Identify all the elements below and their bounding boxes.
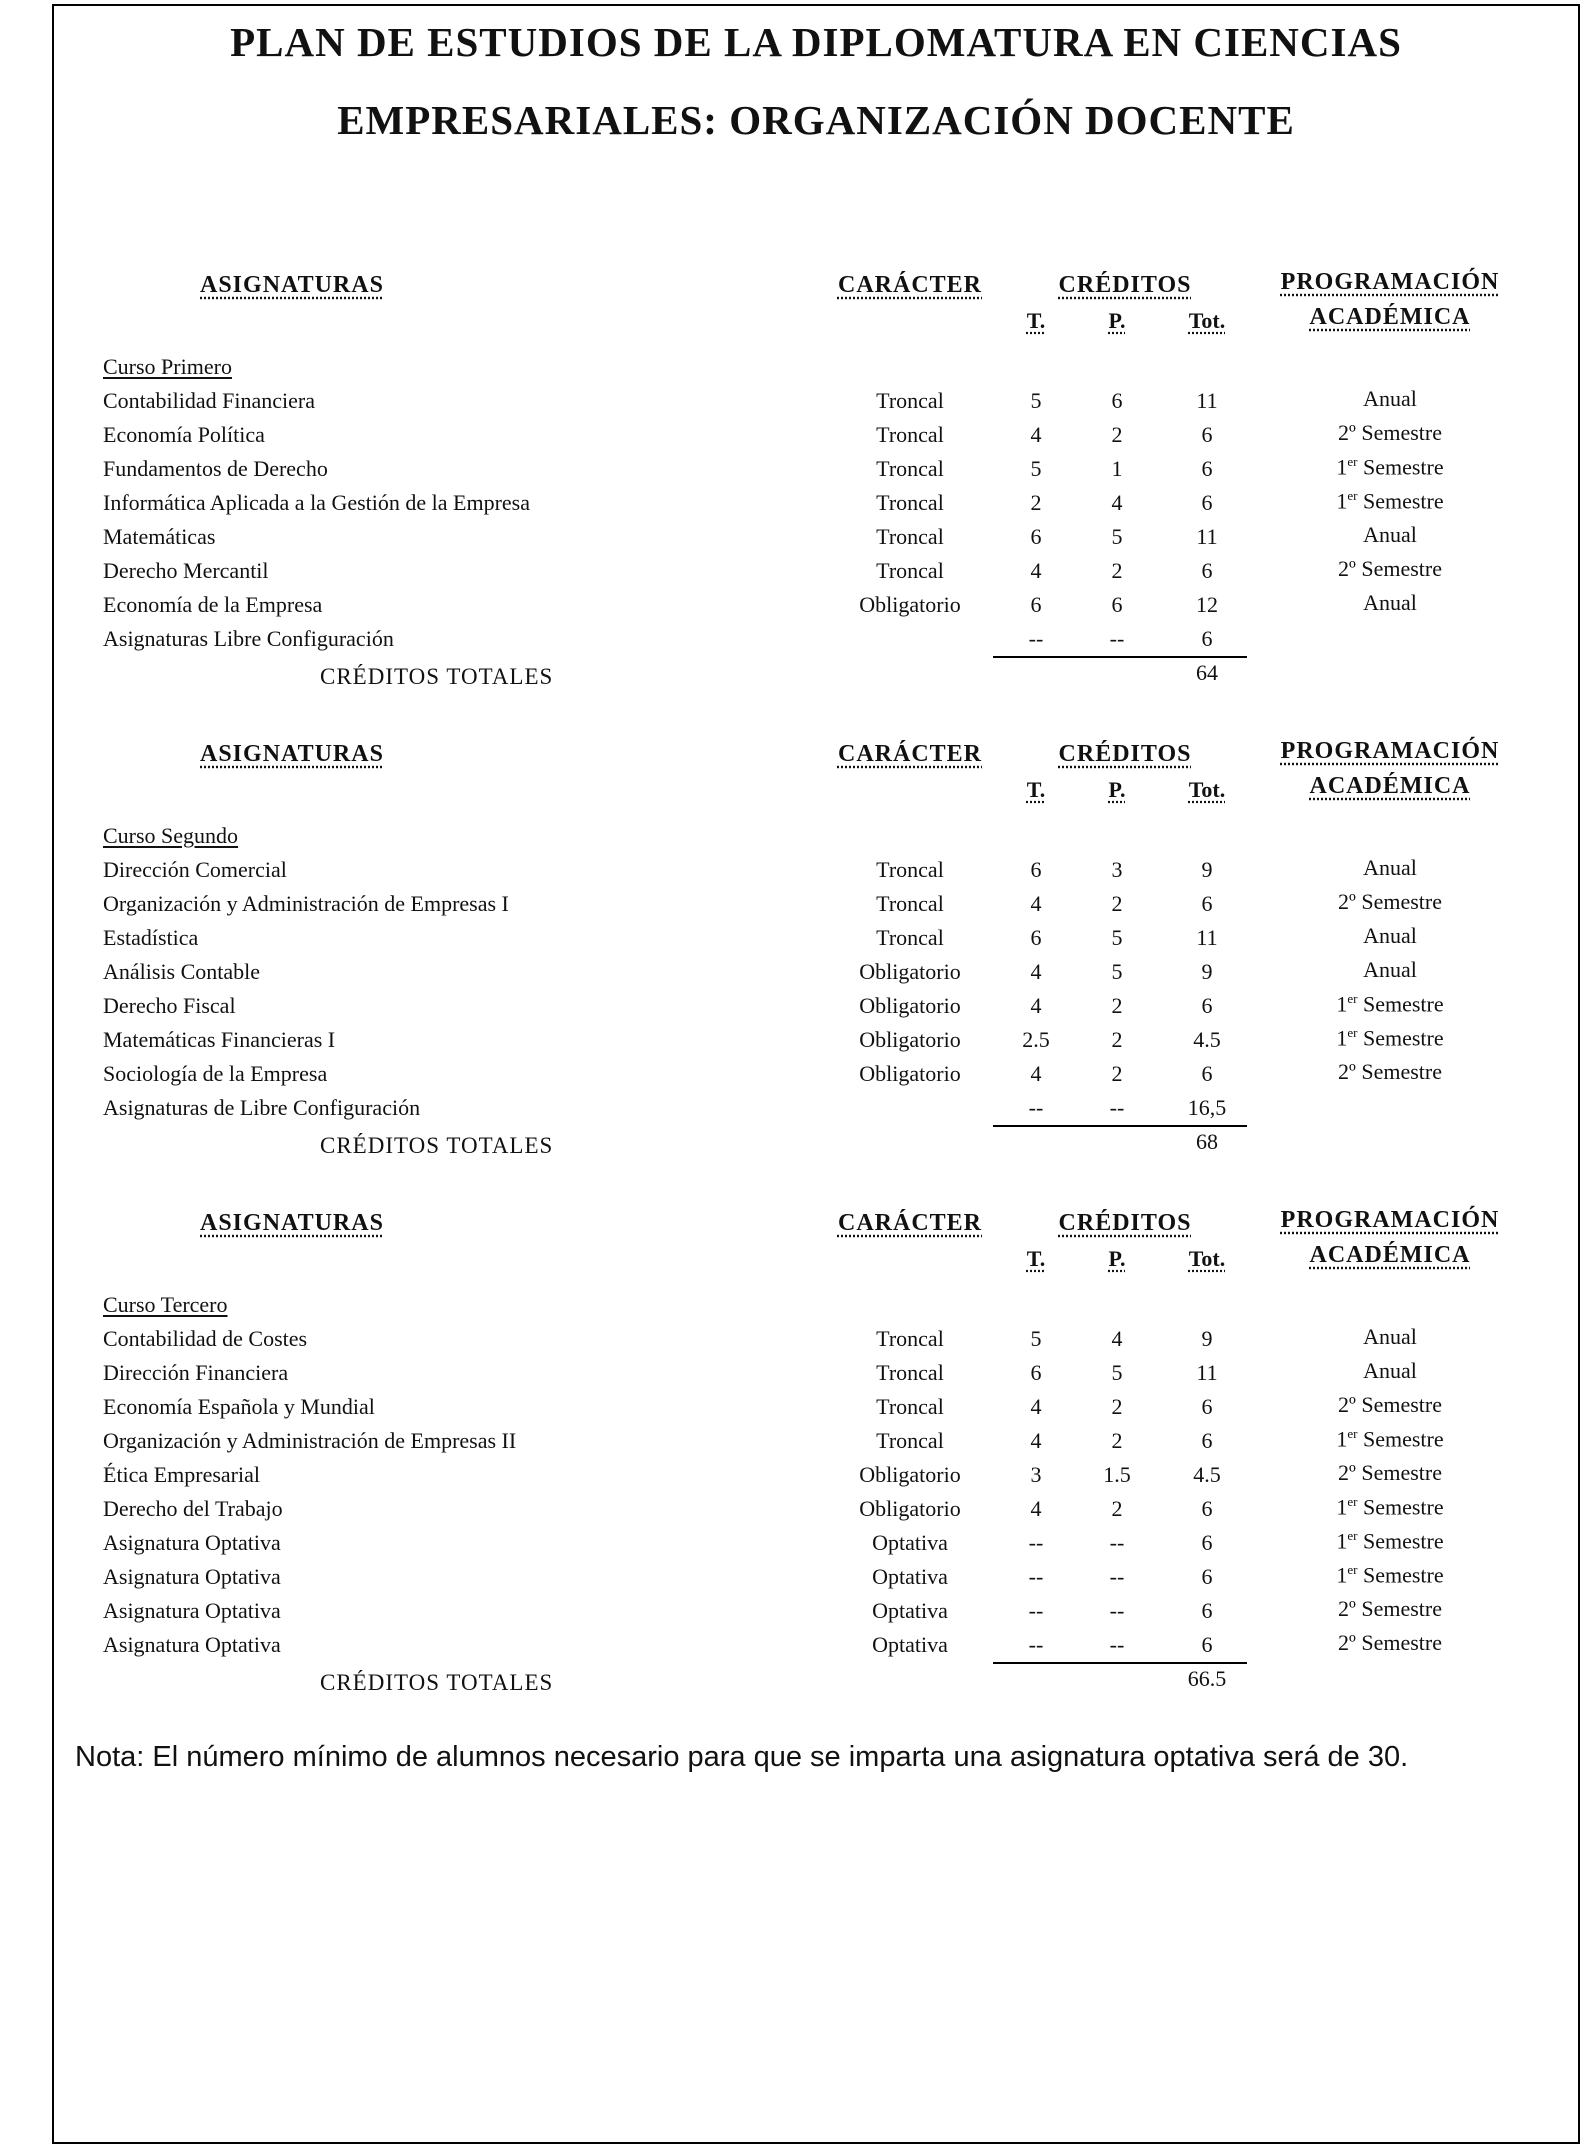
credits-tot: 6 [1201,626,1213,651]
credits-t: 4 [1030,891,1042,916]
schedule-text: Anual [1363,855,1417,880]
subject-caracter: Obligatorio [859,1061,961,1086]
total-credits: 66.5 [1187,1666,1227,1691]
credits-t: 5 [1030,1326,1042,1351]
credits-p: -- [1109,626,1125,651]
subject-caracter: Obligatorio [859,993,961,1018]
subject-name: Organización y Administración de Empresas II [103,1428,517,1453]
schedule-text: 1 [1336,1494,1348,1520]
credits-t: 6 [1030,592,1042,617]
credits-tot: 9 [1201,857,1213,882]
credits-tot: 11 [1196,1360,1218,1385]
curso-label: Curso Segundo [103,823,239,848]
subject-name: Organización y Administración de Empresas I [103,891,509,916]
subject-caracter: Obligatorio [859,592,961,617]
schedule-text: Anual [1363,522,1417,547]
credits-p: -- [1109,1632,1125,1657]
academic-schedule [1265,1324,1515,1350]
credits-t: 4 [1030,422,1042,447]
header-asignaturas: ASIGNATURAS [200,1210,384,1236]
credits-p: 5 [1111,524,1123,549]
schedule-text: 1 [1336,1528,1348,1554]
subject-name: Contabilidad Financiera [103,388,315,413]
credits-tot: 11 [1196,925,1218,950]
schedule-text: 1 [1336,454,1348,480]
subject-name: Derecho Fiscal [103,993,236,1018]
schedule-text: Anual [1363,1358,1417,1383]
academic-schedule [1265,1059,1515,1085]
academic-schedule [1265,991,1515,1017]
credits-p: 5 [1111,925,1123,950]
ordinal-suffix: er [1347,991,1358,1006]
schedule-text-rest: Semestre [1357,991,1444,1017]
subject-name: Asignatura Optativa [103,1564,281,1589]
ordinal-suffix: er [1347,1025,1358,1040]
ordinal-suffix: er [1347,1426,1358,1441]
credits-t: -- [1028,626,1044,651]
total-rule [993,1125,1247,1127]
credits-p: 5 [1111,959,1123,984]
academic-schedule [1265,923,1515,949]
header-tot: Tot. [1188,1246,1226,1271]
subject-name: Análisis Contable [103,959,261,984]
credits-p: 3 [1111,857,1123,882]
header-asignaturas: ASIGNATURAS [200,272,384,298]
header-tot: Tot. [1188,777,1226,802]
ordinal-suffix: er [1347,1528,1358,1543]
subject-name: Matemáticas [103,524,216,549]
credits-p: 2 [1111,1061,1123,1086]
curso-label: Curso Primero [103,354,232,379]
academic-schedule [1265,386,1515,412]
subject-name: Derecho Mercantil [103,558,269,583]
subject-name: Asignatura Optativa [103,1632,281,1657]
header-creditos: CRÉDITOS [1058,741,1192,767]
academic-schedule [1265,957,1515,983]
credits-t: 2.5 [1022,1027,1050,1052]
credits-p: 1 [1111,456,1123,481]
schedule-text: 2º Semestre [1338,1630,1442,1655]
credits-t: 4 [1030,959,1042,984]
academic-schedule [1265,1562,1515,1588]
total-label: CRÉDITOS TOTALES [320,1670,554,1695]
subject-name: Economía Española y Mundial [103,1394,375,1419]
header-programacion: PROGRAMACIÓN [1280,1207,1500,1233]
credits-t: -- [1028,1632,1044,1657]
academic-schedule [1265,522,1515,548]
credits-p: 4 [1111,490,1123,515]
header-t: T. [1026,777,1046,802]
schedule-text: Anual [1363,923,1417,948]
academic-schedule [1265,1596,1515,1622]
subject-caracter: Troncal [876,1428,944,1453]
subject-caracter: Optativa [872,1632,948,1657]
subject-caracter: Troncal [876,422,944,447]
credits-t: 4 [1030,1428,1042,1453]
subject-caracter: Troncal [876,388,944,413]
credits-tot: 6 [1201,1632,1213,1657]
credits-tot: 6 [1201,1428,1213,1453]
credits-tot: 6 [1201,1564,1213,1589]
header-creditos: CRÉDITOS [1058,1210,1192,1236]
ordinal-suffix: er [1347,1562,1358,1577]
subject-caracter: Troncal [876,1326,944,1351]
schedule-text: 1 [1336,1025,1348,1051]
schedule-text: 2º Semestre [1338,1460,1442,1485]
credits-t: 6 [1030,925,1042,950]
schedule-text-rest: Semestre [1357,454,1444,480]
total-label: CRÉDITOS TOTALES [320,1133,554,1158]
schedule-text: Anual [1363,590,1417,615]
header-academica: ACADÉMICA [1309,304,1471,330]
subject-caracter: Troncal [876,524,944,549]
credits-p: 2 [1111,558,1123,583]
academic-schedule [1265,889,1515,915]
credits-t: -- [1028,1095,1044,1120]
credits-p: 5 [1111,1360,1123,1385]
subject-caracter: Troncal [876,857,944,882]
schedule-text: 1 [1336,488,1348,514]
subject-caracter: Obligatorio [859,1496,961,1521]
credits-tot: 6 [1201,1496,1213,1521]
credits-p: 2 [1111,891,1123,916]
credits-p: 6 [1111,592,1123,617]
subject-caracter: Troncal [876,558,944,583]
subject-name: Matemáticas Financieras I [103,1027,336,1052]
subject-name: Fundamentos de Derecho [103,456,328,481]
credits-t: -- [1028,1598,1044,1623]
credits-t: 4 [1030,1496,1042,1521]
credits-t: 3 [1030,1462,1042,1487]
credits-tot: 6 [1201,490,1213,515]
subject-caracter: Troncal [876,456,944,481]
credits-tot: 6 [1201,1530,1213,1555]
subject-caracter: Troncal [876,490,944,515]
academic-schedule [1265,1025,1515,1051]
credits-p: 2 [1111,1394,1123,1419]
credits-tot: 6 [1201,456,1213,481]
credits-p: -- [1109,1530,1125,1555]
credits-tot: 6 [1201,891,1213,916]
subject-caracter: Troncal [876,925,944,950]
credits-tot: 6 [1201,422,1213,447]
schedule-text: 2º Semestre [1338,1392,1442,1417]
credits-p: 6 [1111,388,1123,413]
subject-name: Asignaturas de Libre Configuración [103,1095,421,1120]
page-title-line-2: EMPRESARIALES: ORGANIZACIÓN DOCENTE [337,97,1295,143]
credits-tot: 6 [1201,558,1213,583]
credits-t: 2 [1030,490,1042,515]
header-asignaturas: ASIGNATURAS [200,741,384,767]
total-rule [993,1662,1247,1664]
schedule-text-rest: Semestre [1357,488,1444,514]
credits-t: 4 [1030,1061,1042,1086]
schedule-text: 2º Semestre [1338,1059,1442,1084]
credits-tot: 9 [1201,959,1213,984]
footnote: Nota: El número mínimo de alumnos necesario para que se imparta una asignatura optativa será de 30. [75,1741,1409,1773]
credits-p: 2 [1111,1428,1123,1453]
header-caracter: CARÁCTER [837,741,982,767]
subject-name: Contabilidad de Costes [103,1326,308,1351]
page-title-line-1: PLAN DE ESTUDIOS DE LA DIPLOMATURA EN CIENCIAS [230,19,1402,65]
schedule-text: 2º Semestre [1338,1596,1442,1621]
subject-caracter: Obligatorio [859,1027,961,1052]
credits-p: 2 [1111,1496,1123,1521]
academic-schedule [1265,1528,1515,1554]
credits-tot: 6 [1201,1061,1213,1086]
header-p: P. [1108,308,1126,333]
credits-tot: 4.5 [1193,1027,1221,1052]
subject-name: Sociología de la Empresa [103,1061,328,1086]
subject-caracter: Optativa [872,1530,948,1555]
subject-caracter: Optativa [872,1598,948,1623]
subject-name: Ética Empresarial [103,1462,260,1487]
header-t: T. [1026,308,1046,333]
credits-tot: 11 [1196,524,1218,549]
subject-caracter: Troncal [876,1360,944,1385]
header-caracter: CARÁCTER [837,272,982,298]
subject-name: Economía Política [103,422,265,447]
academic-schedule [1265,488,1515,514]
credits-t: 5 [1030,456,1042,481]
credits-tot: 16,5 [1187,1095,1227,1120]
academic-schedule [1265,590,1515,616]
credits-t: -- [1028,1530,1044,1555]
credits-t: 4 [1030,1394,1042,1419]
academic-schedule [1265,1426,1515,1452]
credits-t: 6 [1030,857,1042,882]
ordinal-suffix: er [1347,454,1358,469]
credits-tot: 12 [1196,592,1218,617]
credits-p: 2 [1111,1027,1123,1052]
header-t: T. [1026,1246,1046,1271]
ordinal-suffix: er [1347,488,1358,503]
academic-schedule [1265,556,1515,582]
credits-t: 6 [1030,524,1042,549]
subject-caracter: Obligatorio [859,959,961,984]
subject-name: Estadística [103,925,199,950]
credits-tot: 6 [1201,1394,1213,1419]
subject-name: Asignatura Optativa [103,1598,281,1623]
credits-tot: 6 [1201,1598,1213,1623]
subject-name: Asignaturas Libre Configuración [103,626,394,651]
subject-name: Derecho del Trabajo [103,1496,283,1521]
credits-p: 2 [1111,993,1123,1018]
credits-t: 6 [1030,1360,1042,1385]
header-academica: ACADÉMICA [1309,773,1471,799]
credits-p: 2 [1111,422,1123,447]
credits-p: -- [1109,1564,1125,1589]
subject-name: Dirección Comercial [103,857,287,882]
credits-tot: 9 [1201,1326,1213,1351]
credits-tot: 11 [1196,388,1218,413]
total-credits: 64 [1196,660,1218,685]
subject-caracter: Troncal [876,1394,944,1419]
schedule-text: 2º Semestre [1338,889,1442,914]
schedule-text: 1 [1336,1562,1348,1588]
credits-t: 5 [1030,388,1042,413]
subject-name: Informática Aplicada a la Gestión de la Empresa [103,490,530,515]
header-programacion: PROGRAMACIÓN [1280,269,1500,295]
schedule-text: Anual [1363,957,1417,982]
credits-tot: 4.5 [1193,1462,1221,1487]
schedule-text: 1 [1336,991,1348,1017]
academic-schedule [1265,1392,1515,1418]
credits-p: -- [1109,1598,1125,1623]
subject-caracter: Optativa [872,1564,948,1589]
academic-schedule [1265,420,1515,446]
total-credits: 68 [1196,1129,1218,1154]
schedule-text-rest: Semestre [1357,1528,1444,1554]
credits-t: -- [1028,1564,1044,1589]
credits-t: 4 [1030,558,1042,583]
subject-caracter: Obligatorio [859,1462,961,1487]
ordinal-suffix: er [1347,1494,1358,1509]
academic-schedule [1265,1358,1515,1384]
subject-name: Asignatura Optativa [103,1530,281,1555]
credits-p: 1.5 [1103,1462,1131,1487]
schedule-text: 2º Semestre [1338,420,1442,445]
academic-schedule [1265,1460,1515,1486]
total-rule [993,656,1247,658]
academic-schedule [1265,454,1515,480]
schedule-text-rest: Semestre [1357,1426,1444,1452]
header-p: P. [1108,1246,1126,1271]
academic-schedule [1265,1630,1515,1656]
academic-schedule [1265,855,1515,881]
schedule-text: Anual [1363,386,1417,411]
schedule-text-rest: Semestre [1357,1562,1444,1588]
header-tot: Tot. [1188,308,1226,333]
schedule-text-rest: Semestre [1357,1025,1444,1051]
subject-caracter: Troncal [876,891,944,916]
credits-p: 4 [1111,1326,1123,1351]
total-label: CRÉDITOS TOTALES [320,664,554,689]
credits-tot: 6 [1201,993,1213,1018]
schedule-text: 1 [1336,1426,1348,1452]
header-academica: ACADÉMICA [1309,1242,1471,1268]
credits-p: -- [1109,1095,1125,1120]
credits-t: 4 [1030,993,1042,1018]
schedule-text: 2º Semestre [1338,556,1442,581]
header-creditos: CRÉDITOS [1058,272,1192,298]
academic-schedule [1265,1494,1515,1520]
schedule-text: Anual [1363,1324,1417,1349]
header-p: P. [1108,777,1126,802]
header-caracter: CARÁCTER [837,1210,982,1236]
subject-name: Dirección Financiera [103,1360,289,1385]
subject-name: Economía de la Empresa [103,592,323,617]
curso-label: Curso Tercero [103,1292,228,1317]
schedule-text-rest: Semestre [1357,1494,1444,1520]
header-programacion: PROGRAMACIÓN [1280,738,1500,764]
